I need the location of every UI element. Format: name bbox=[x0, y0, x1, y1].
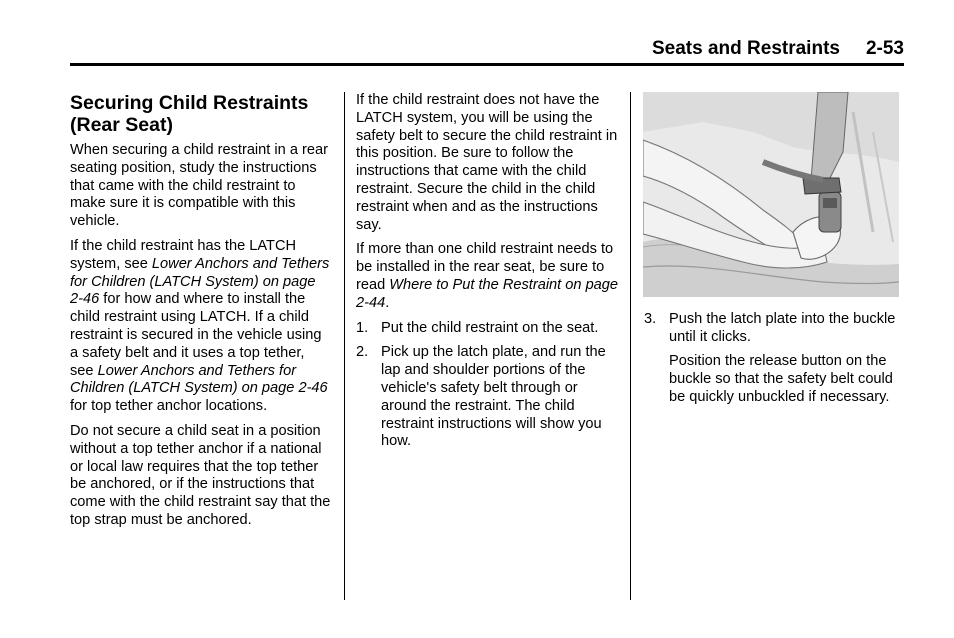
step-list bbox=[644, 311, 906, 347]
column-2 bbox=[356, 92, 620, 458]
latch-plate-illustration bbox=[643, 92, 899, 297]
step-note: Position the release button on the buckle so that the safety belt could be quickly unbuckled if necessary. bbox=[669, 353, 893, 405]
cross-reference-link[interactable]: Lower Anchors and Tethers for Children (LATCH System) on page 2-46 bbox=[70, 255, 330, 308]
column-1 bbox=[70, 92, 332, 537]
step-list bbox=[356, 320, 620, 452]
paragraph: If more than one child restraint needs to be installed in the rear seat, be sure to read Where to Put the Restraint on page 2-44. bbox=[356, 241, 619, 311]
paragraph: Do not secure a child seat in a position without a top tether anchor if a national or local law requires that the top tether be anchored, or if the instructions that come with the child restraint say that the top strap must be anchored. bbox=[70, 422, 331, 528]
column-divider bbox=[630, 92, 631, 600]
page-number: 2-53 bbox=[865, 38, 904, 59]
cross-reference-link[interactable]: Where to Put the Restraint on page 2-44 bbox=[356, 276, 619, 311]
section-heading: Securing Child Restraints (Rear Seat) bbox=[70, 92, 309, 136]
paragraph: If the child restraint has the LATCH system, see Lower Anchors and Tethers for Children (LATCH System) on page 2-46 for how and where to install the child restraint using LATCH. If a child restraint is secured in the vehicle using a safety belt and it uses a top tether, see Lower Anchors and Tethers for Children (LATCH System) on page 2-46 for top tether anchor locations. bbox=[70, 237, 330, 415]
paragraph: If the child restraint does not have the LATCH system, you will be using the safety belt to secure the child restraint in this position. Be sure to follow the instructions that came with the child restraint. Secure the child in the child restraint when and as the instructions say. bbox=[356, 92, 618, 233]
paragraph: When securing a child restraint in a rear seating position, study the instructions that came with the child restraint to make sure it is compatible with this vehicle. bbox=[70, 142, 328, 230]
page-header bbox=[70, 38, 904, 64]
list-item: 1. Put the child restraint on the seat. bbox=[356, 319, 599, 336]
list-item: 3. Push the latch plate into the buckle until it clicks. bbox=[644, 310, 896, 345]
column-3 bbox=[644, 92, 906, 414]
cross-reference-link[interactable]: Lower Anchors and Tethers for Children (LATCH System) on page 2-46 bbox=[70, 362, 328, 397]
section-title: Seats and Restraints bbox=[652, 38, 840, 59]
column-divider bbox=[344, 92, 345, 600]
list-item: 2. Pick up the latch plate, and run the lap and shoulder portions of the vehicle's safety belt through or around the restraint. The child restraint instructions will show you how. bbox=[356, 344, 606, 450]
header-rule bbox=[70, 63, 904, 66]
